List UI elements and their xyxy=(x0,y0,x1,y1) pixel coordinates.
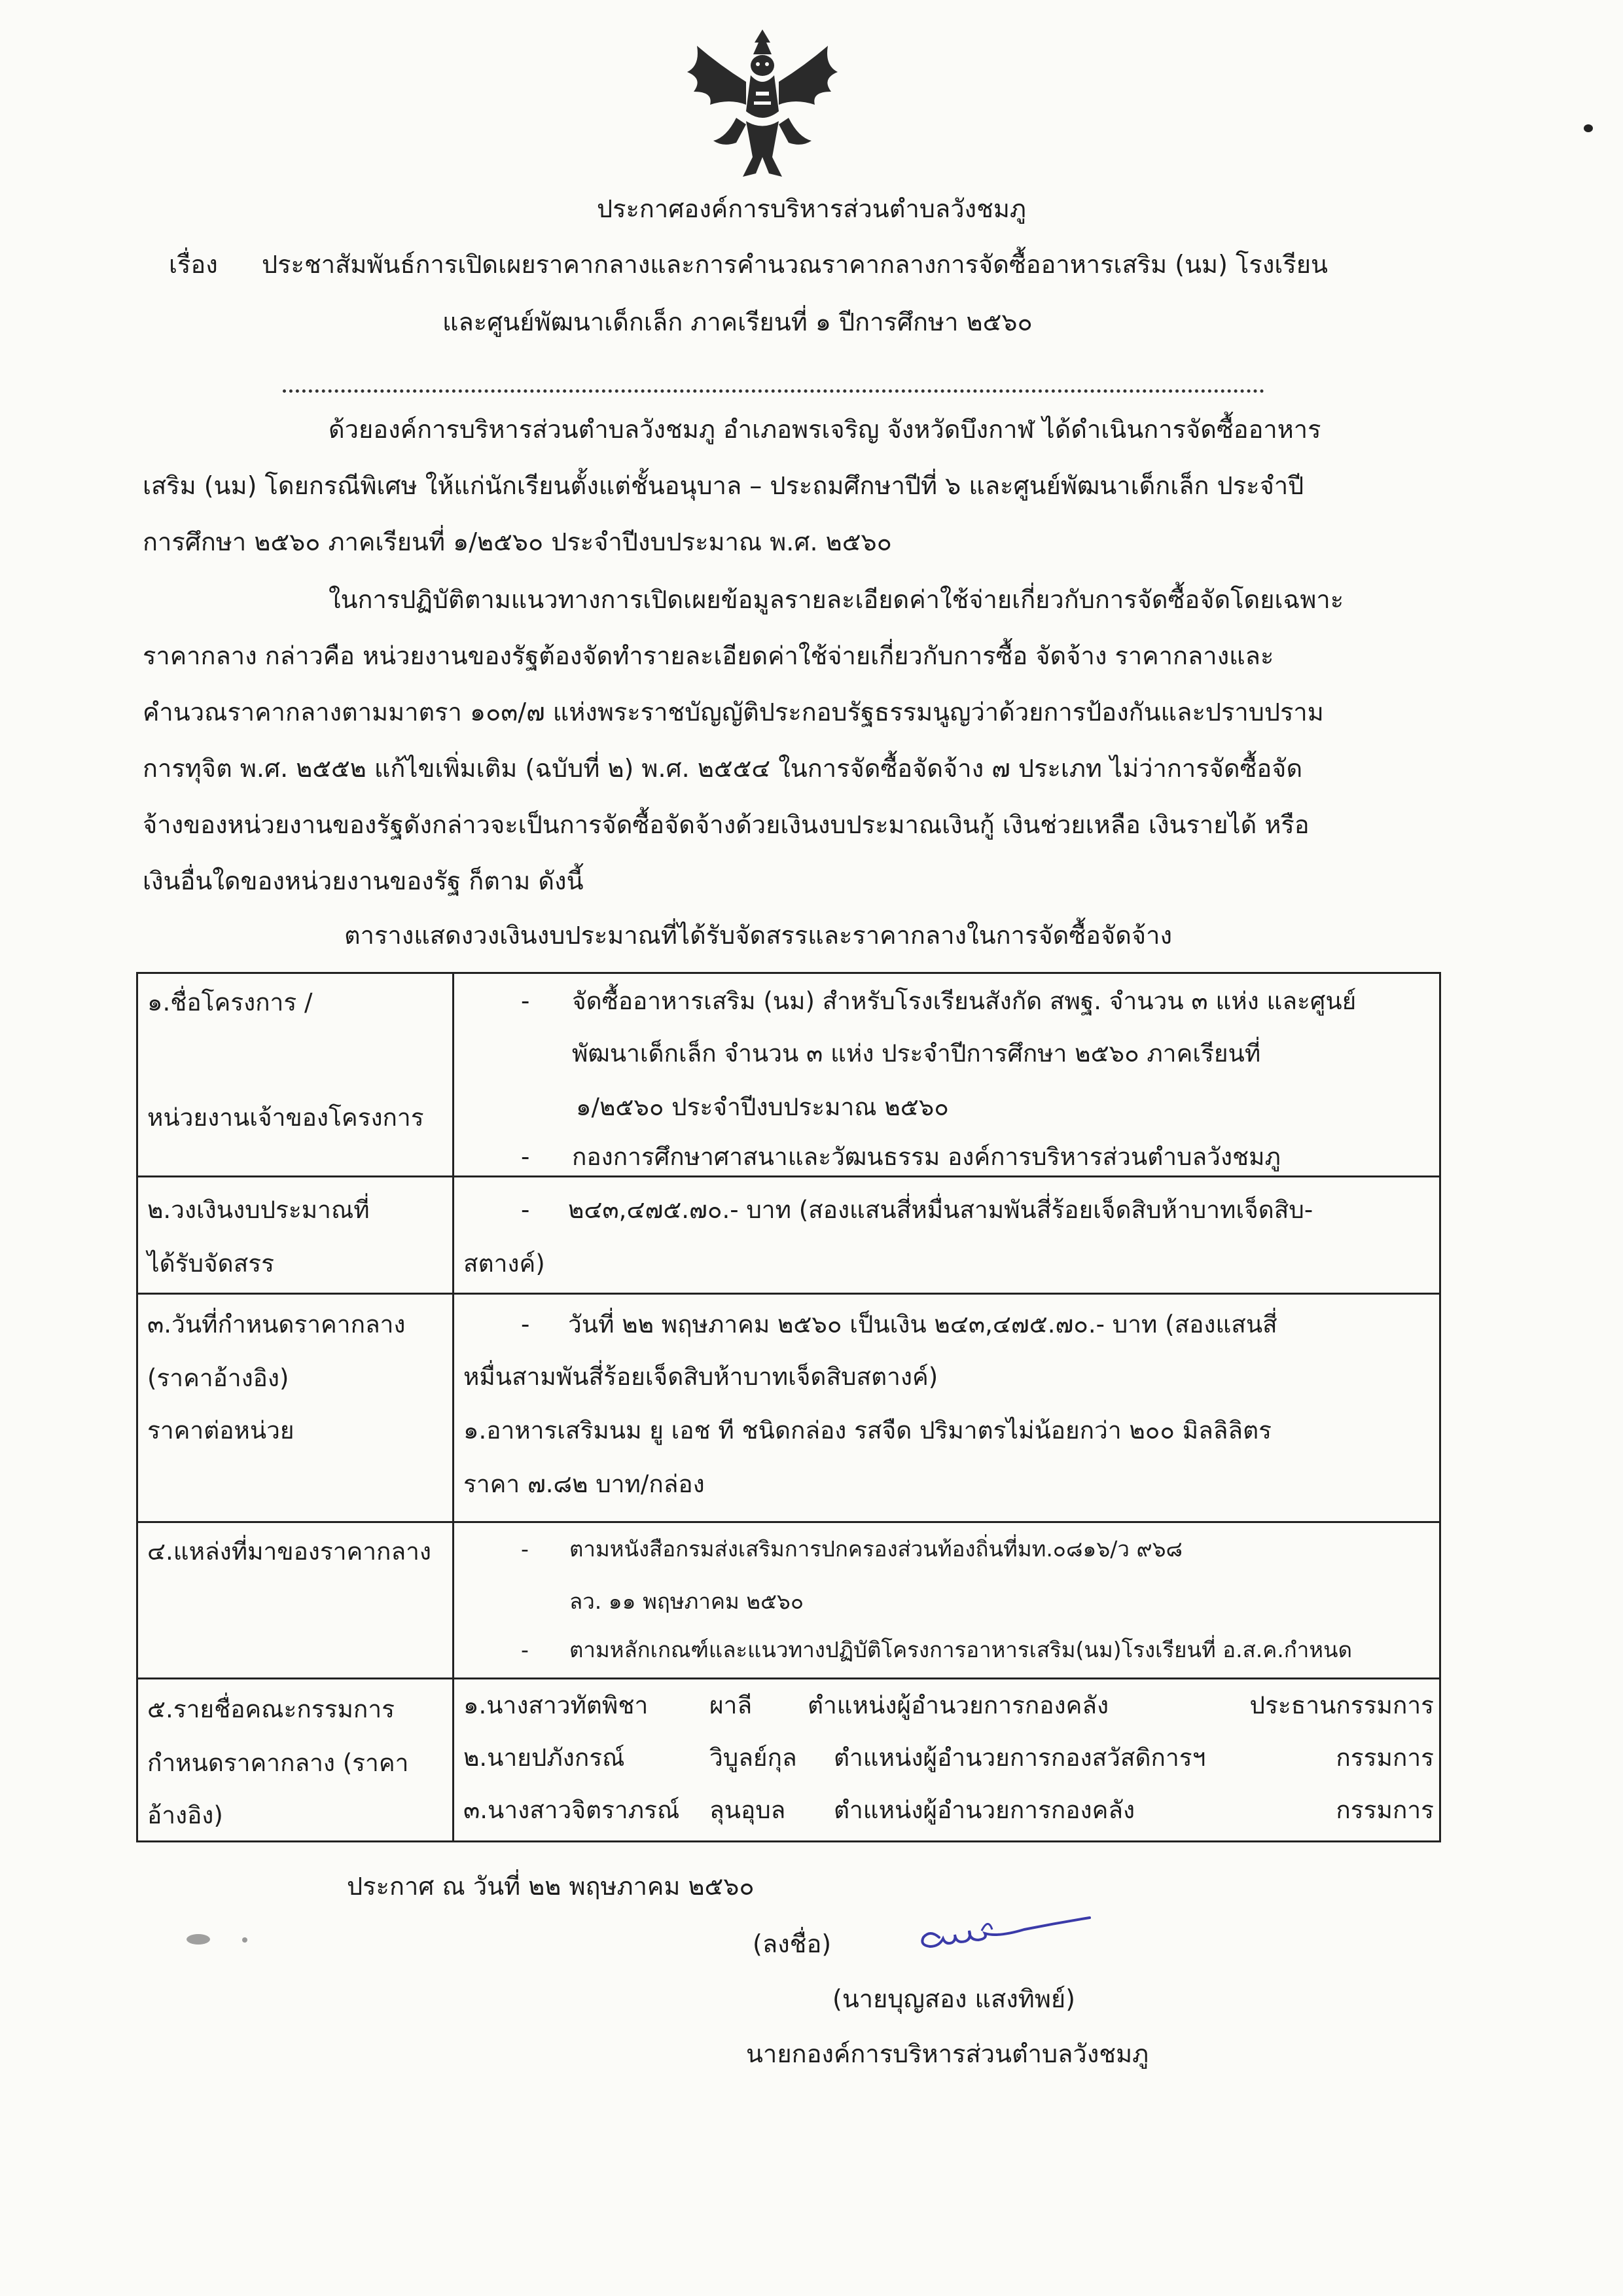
table-row xyxy=(137,1294,1440,1522)
bullet-dash: - xyxy=(521,987,530,1015)
value-cell-committee xyxy=(454,1679,1440,1842)
bullet-dash: - xyxy=(521,1196,530,1224)
paragraph-1-line-2: เสริม (นม) โดยกรณีพิเศษ ให้แก่นักเรียนตั้งแต่ชั้นอนุบาล – ประถมศึกษาปีที่ ๖ และศูนย์พัฒนาเด็กเล็ก ประจำปี xyxy=(143,471,1304,500)
announcement-title: ประกาศองค์การบริหารส่วนตำบลวังชมภู xyxy=(596,194,1026,223)
paragraph-2-line-5: จ้างของหน่วยงานของรัฐดังกล่าวจะเป็นการจัดซื้อจัดจ้างด้วยเงินงบประมาณเงินกู้ เงินช่วยเหลือ เงินรายได้ หรือ xyxy=(143,810,1310,839)
label-cell-source xyxy=(137,1522,454,1679)
member-name: ๓.นางสาวจิตราภรณ์ xyxy=(463,1796,680,1824)
paragraph-1-line-3: การศึกษา ๒๕๖๐ ภาคเรียนที่ ๑/๒๕๖๐ ประจำปีงบประมาณ พ.ศ. ๒๕๖๐ xyxy=(143,528,892,556)
value-text: หมื่นสามพันสี่ร้อยเจ็ดสิบห้าบาทเจ็ดสิบสตางค์) xyxy=(463,1363,938,1391)
label-text: ๓.วันที่กำหนดราคากลาง xyxy=(147,1310,406,1338)
table-row xyxy=(137,1177,1440,1294)
subject-line-1: ประชาสัมพันธ์การเปิดเผยราคากลางและการคำนวณราคากลางการจัดซื้ออาหารเสริม (นม) โรงเรียน xyxy=(262,250,1329,279)
label-text: อ้างอิง) xyxy=(147,1801,223,1829)
scan-smudge xyxy=(1584,124,1593,132)
signed-label: (ลงชื่อ) xyxy=(753,1929,832,1958)
table-row xyxy=(137,973,1440,1177)
label-cell-project xyxy=(137,973,454,1177)
label-text: หน่วยงานเจ้าของโครงการ xyxy=(147,1103,424,1132)
table-row xyxy=(137,1522,1440,1679)
label-text: กำหนดราคากลาง (ราคา xyxy=(147,1749,409,1777)
paragraph-1-line-1: ด้วยองค์การบริหารส่วนตำบลวังชมภู อำเภอพรเจริญ จังหวัดบึงกาฬ ได้ดำเนินการจัดซื้ออาหาร xyxy=(329,415,1321,444)
member-role: กรรมการ xyxy=(1336,1744,1434,1772)
paragraph-2-line-2: ราคากลาง กล่าวคือ หน่วยงานของรัฐต้องจัดทำรายละเอียดค่าใช้จ่ายเกี่ยวกับการซื้อ จัดจ้าง ราคากลางและ xyxy=(143,641,1274,670)
announce-date: ประกาศ ณ วันที่ ๒๒ พฤษภาคม ๒๕๖๐ xyxy=(347,1872,755,1901)
member-name: ๒.นายปภังกรณ์ xyxy=(463,1744,625,1772)
value-cell-project xyxy=(454,973,1440,1177)
member-surname: วิบูลย์กุล xyxy=(709,1744,797,1772)
label-text: ๔.แหล่งที่มาของราคากลาง xyxy=(147,1537,431,1566)
label-cell-committee xyxy=(137,1679,454,1842)
garuda-emblem-icon xyxy=(674,26,851,183)
label-text: ๕.รายชื่อคณะกรรมการ xyxy=(147,1695,395,1723)
value-text: วันที่ ๒๒ พฤษภาคม ๒๕๖๐ เป็นเงิน ๒๔๓,๔๗๕.๗๐.- บาท (สองแสนสี่ xyxy=(568,1310,1277,1338)
label-text: ราคาต่อหน่วย xyxy=(147,1416,294,1444)
value-text: ๑.อาหารเสริมนม ยู เอช ที ชนิดกล่อง รสจืด ปริมาตรไม่น้อยกว่า ๒๐๐ มิลลิลิตร xyxy=(463,1416,1272,1444)
label-text: ๑.ชื่อโครงการ / xyxy=(147,988,313,1016)
budget-table xyxy=(136,972,1441,1842)
label-text: (ราคาอ้างอิง) xyxy=(147,1364,289,1392)
member-position: ตำแหน่งผู้อำนวยการกองสวัสดิการฯ xyxy=(834,1744,1206,1772)
label-text: ๒.วงเงินงบประมาณที่ xyxy=(147,1196,370,1224)
subject-line-2: และศูนย์พัฒนาเด็กเล็ก ภาคเรียนที่ ๑ ปีการศึกษา ๒๕๖๐ xyxy=(442,308,1033,336)
member-name: ๑.นางสาวทัตพิชา xyxy=(463,1691,649,1719)
value-text: ตามหนังสือกรมส่งเสริมการปกครองส่วนท้องถิ่นที่มท.๐๘๑๖/ว ๙๖๘ xyxy=(569,1536,1183,1562)
member-position: ตำแหน่งผู้อำนวยการกองคลัง xyxy=(808,1691,1109,1719)
value-text: สตางค์) xyxy=(463,1249,545,1278)
paragraph-2-line-6: เงินอื่นใดของหน่วยงานของรัฐ ก็ตาม ดังนี้ xyxy=(143,867,584,895)
table-title: ตารางแสดงวงเงินงบประมาณที่ได้รับจัดสรรและราคากลางในการจัดซื้อจัดจ้าง xyxy=(344,921,1173,950)
label-text: ได้รับจัดสรร xyxy=(147,1249,275,1278)
paragraph-2-line-1: ในการปฏิบัติตามแนวทางการเปิดเผยข้อมูลรายละเอียดค่าใช้จ่ายเกี่ยวกับการจัดซื้อจัดโดยเฉพาะ xyxy=(329,585,1344,614)
signature-image xyxy=(919,1911,1109,1964)
scan-smudge xyxy=(242,1937,247,1943)
value-text: ๒๔๓,๔๗๕.๗๐.- บาท (สองแสนสี่หมื่นสามพันสี่ร้อยเจ็ดสิบห้าบาทเจ็ดสิบ- xyxy=(568,1196,1313,1224)
value-text: ราคา ๗.๘๒ บาท/กล่อง xyxy=(463,1470,705,1498)
dotted-divider xyxy=(283,383,1264,393)
value-text: กองการศึกษาศาสนาและวัฒนธรรม องค์การบริหารส่วนตำบลวังชมภู xyxy=(572,1143,1281,1171)
value-cell-budget xyxy=(454,1177,1440,1294)
bullet-dash: - xyxy=(521,1536,529,1562)
value-cell-source xyxy=(454,1522,1440,1679)
member-surname: ลุนอุบล xyxy=(709,1796,786,1824)
member-surname: ผาลี xyxy=(709,1691,753,1719)
value-cell-date xyxy=(454,1294,1440,1522)
value-text: ๑/๒๕๖๐ ประจำปีงบประมาณ ๒๕๖๐ xyxy=(576,1093,949,1121)
signer-name: (นายบุญสอง แสงทิพย์) xyxy=(832,1984,1075,2013)
scan-smudge xyxy=(187,1934,210,1945)
member-position: ตำแหน่งผู้อำนวยการกองคลัง xyxy=(834,1796,1135,1824)
bullet-dash: - xyxy=(521,1637,529,1662)
value-text: พัฒนาเด็กเล็ก จำนวน ๓ แห่ง ประจำปีการศึกษา ๒๕๖๐ ภาคเรียนที่ xyxy=(572,1039,1261,1067)
label-cell-date xyxy=(137,1294,454,1522)
bullet-dash: - xyxy=(521,1143,530,1171)
member-role: ประธานกรรมการ xyxy=(1249,1691,1434,1719)
value-text: จัดซื้ออาหารเสริม (นม) สำหรับโรงเรียนสังกัด สพฐ. จำนวน ๓ แห่ง และศูนย์ xyxy=(572,987,1357,1015)
bullet-dash: - xyxy=(521,1310,530,1338)
signer-position: นายกองค์การบริหารส่วนตำบลวังชมภู xyxy=(746,2039,1149,2068)
value-text: ตามหลักเกณฑ์และแนวทางปฏิบัติโครงการอาหารเสริม(นม)โรงเรียนที่ อ.ส.ค.กำหนด xyxy=(569,1637,1353,1662)
subject-label: เรื่อง xyxy=(169,250,218,279)
value-text: ลว. ๑๑ พฤษภาคม ๒๕๖๐ xyxy=(569,1588,804,1614)
paragraph-2-line-3: คำนวณราคากลางตามมาตรา ๑๐๓/๗ แห่งพระราชบัญญัติประกอบรัฐธรรมนูญว่าด้วยการป้องกันและปราบปราม xyxy=(143,698,1324,726)
table-row xyxy=(137,1679,1440,1842)
paragraph-2-line-4: การทุจิต พ.ศ. ๒๕๕๒ แก้ไขเพิ่มเติม (ฉบับที่ ๒) พ.ศ. ๒๕๕๔ ในการจัดซื้อจัดจ้าง ๗ ประเภท ไม่ว่าการจัดซื้อจัด xyxy=(143,754,1303,783)
member-role: กรรมการ xyxy=(1336,1796,1434,1824)
label-cell-budget xyxy=(137,1177,454,1294)
